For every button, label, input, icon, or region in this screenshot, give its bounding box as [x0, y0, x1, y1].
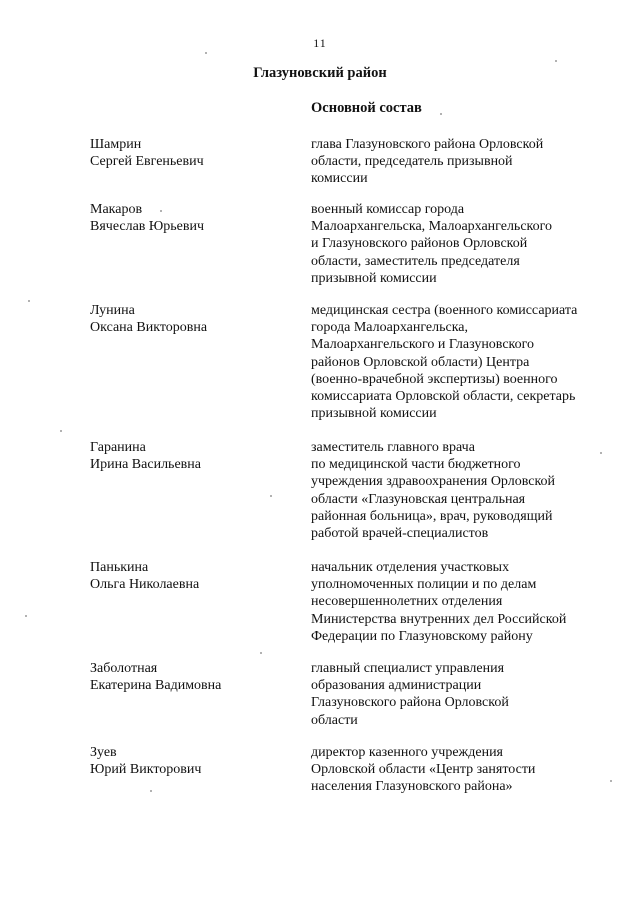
member-role — [311, 302, 607, 422]
district-title: Глазуновский район — [253, 65, 387, 81]
member-given-name: Екатерина Вадимовна — [90, 678, 222, 694]
role-line: работой врачей-специалистов — [311, 526, 489, 542]
role-line: районная больница», врач, руководящий — [311, 508, 553, 524]
scan-speck — [600, 452, 602, 454]
role-line: (военно-врачебной экспертизы) военного — [311, 371, 558, 387]
role-line: начальник отделения участковых — [311, 560, 510, 575]
scan-speck — [555, 60, 557, 62]
role-line: главный специалист управления — [311, 661, 505, 676]
scan-speck — [150, 790, 152, 792]
member-given-name: Ирина Васильевна — [90, 457, 201, 473]
member-surname: Панькина — [90, 560, 149, 575]
scan-speck — [25, 615, 27, 617]
role-line: области, председатель призывной — [311, 154, 513, 170]
member-surname: Зуев — [90, 745, 117, 760]
role-line: Орловской области «Центр занятости — [311, 762, 536, 778]
scan-speck — [610, 780, 612, 782]
member-surname: Макаров — [90, 202, 143, 217]
member-name — [90, 744, 290, 778]
scan-speck — [270, 495, 272, 497]
role-line: Федерации по Глазуновскому району — [311, 628, 533, 644]
role-line: области «Глазуновская центральная — [311, 491, 526, 507]
scan-speck — [205, 52, 207, 54]
member-given-name: Сергей Евгеньевич — [90, 154, 204, 170]
member-name — [90, 136, 290, 170]
member-given-name: Оксана Викторовна — [90, 320, 208, 336]
role-line: учреждения здравоохранения Орловской — [311, 474, 556, 490]
member-name — [90, 439, 290, 473]
role-line: образования администрации — [311, 678, 482, 694]
member-surname: Заболотная — [90, 661, 158, 676]
member-surname: Гаранина — [90, 440, 146, 455]
role-line: области — [311, 712, 358, 728]
member-role — [311, 660, 607, 729]
role-line: военный комиссар города — [311, 202, 465, 217]
role-line: комиссии — [311, 171, 368, 187]
member-given-name: Юрий Викторович — [90, 762, 202, 778]
member-name — [90, 302, 290, 336]
member-given-name: Ольга Николаевна — [90, 577, 200, 593]
role-line: директор казенного учреждения — [311, 745, 503, 760]
role-line: и Глазуновского районов Орловской — [311, 236, 528, 252]
role-line: Малоархангельска, Малоархангельского — [311, 219, 553, 235]
member-role — [311, 136, 607, 188]
member-role — [311, 439, 607, 542]
scan-speck — [160, 210, 162, 212]
member-role — [311, 744, 607, 796]
scan-speck — [440, 113, 442, 115]
role-line: уполномоченных полиции и по делам — [311, 577, 537, 593]
member-role — [311, 559, 607, 645]
role-line: призывной комиссии — [311, 270, 437, 286]
role-line: области, заместитель председателя — [311, 253, 520, 269]
member-role — [311, 201, 607, 287]
scan-speck — [260, 652, 262, 654]
page-number: 11 — [313, 36, 327, 50]
member-given-name: Вячеслав Юрьевич — [90, 219, 205, 235]
role-line: комиссариата Орловской области, секретарь — [311, 389, 576, 405]
role-line: призывной комиссии — [311, 406, 437, 422]
role-line: Глазуновского района Орловской — [311, 695, 509, 711]
role-line: глава Глазуновского района Орловской — [311, 137, 544, 152]
role-line: районов Орловской области) Центра — [311, 354, 530, 370]
member-surname: Шамрин — [90, 137, 142, 152]
member-name — [90, 559, 290, 593]
role-line: Малоархангельского и Глазуновского — [311, 337, 535, 353]
role-line: города Малоархангельска, — [311, 320, 468, 336]
scan-speck — [28, 300, 30, 302]
role-line: Министерства внутренних дел Российской — [311, 611, 567, 627]
member-name — [90, 660, 290, 694]
role-line: по медицинской части бюджетного — [311, 457, 521, 473]
scan-speck — [60, 430, 62, 432]
role-line: медицинская сестра (военного комиссариата — [311, 303, 578, 318]
role-line: населения Глазуновского района» — [311, 779, 513, 795]
role-line: несовершеннолетних отделения — [311, 594, 503, 610]
member-name — [90, 201, 290, 235]
role-line: заместитель главного врача — [311, 440, 475, 455]
section-title: Основной состав — [311, 100, 422, 116]
member-surname: Лунина — [90, 303, 135, 318]
